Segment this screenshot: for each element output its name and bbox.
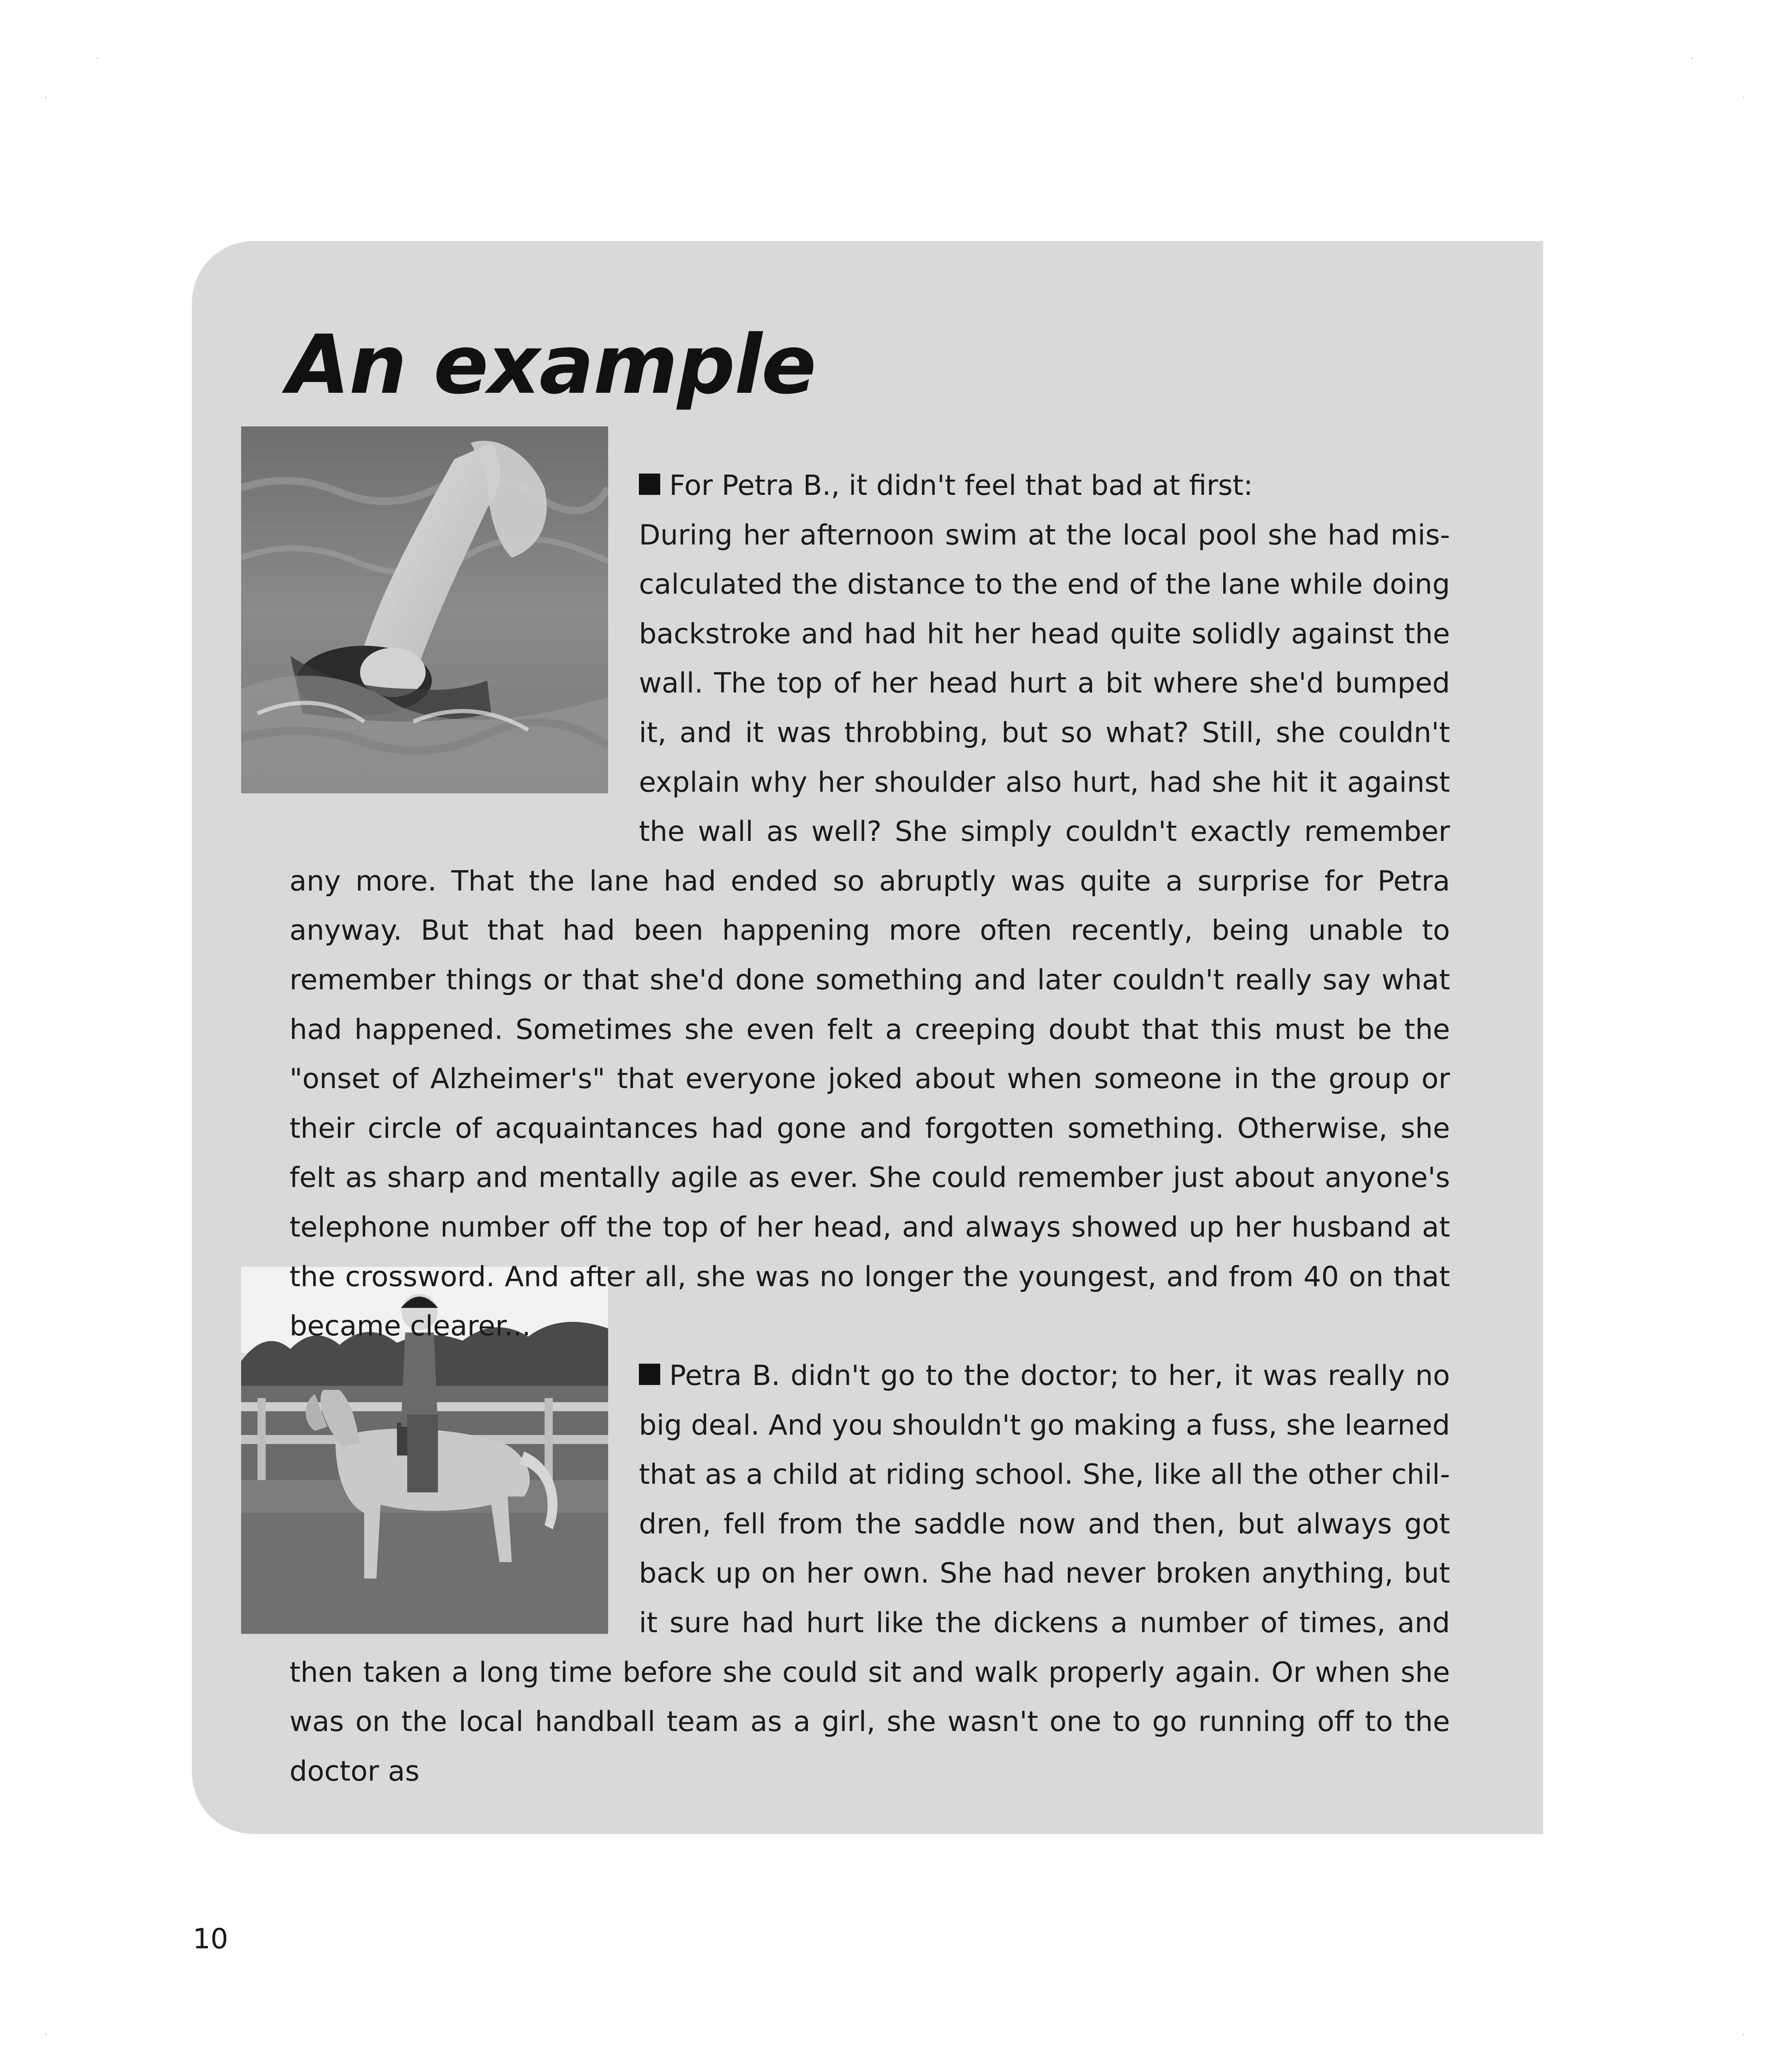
- square-bullet-icon: [639, 474, 660, 495]
- section-title: An example: [287, 317, 816, 412]
- paragraph-2-body: Petra B. didn't go to the doctor; to her, it was really no big deal. And you shouldn't go making a fuss, she learned that as a child at riding school. She, like all the other children, fell from the saddle now and then, but always got back up on her own. She had never broken anything, but it sure had hurt like the dickens a number of times, and then taken a long time before she could sit and walk properly again. Or when she was on the local handball team as a girl, she wasn't one to go running off to the doctor as: [290, 1360, 1450, 1788]
- paragraph-1-lead: For Petra B., it didn't feel that bad at first:: [669, 469, 1253, 502]
- paragraph-2: [290, 1351, 1450, 1796]
- crop-mark: [1743, 97, 1744, 98]
- crop-mark: [97, 57, 98, 59]
- crop-mark: [1691, 57, 1693, 59]
- crop-mark: [45, 97, 47, 98]
- square-bullet-icon: [639, 1364, 660, 1385]
- page-number: 10: [193, 1923, 228, 1955]
- crop-mark: [1743, 2034, 1744, 2035]
- paragraph-1: [290, 461, 1450, 1351]
- crop-mark: [45, 2034, 47, 2035]
- paragraph-1-body: During her afternoon swim at the local pool she had miscalculated the distance to the end of the lane while doing backstroke and had hit her head quite solidly against the wall. The top of her head hurt a bit where she'd bumped it, and it was throbbing, but so what? Still, she couldn't explain why her shoulder also hurt, had she hit it against the wall as well? She simply couldn't exactly remember any more. That the lane had ended so abruptly was quite a surprise for Petra anyway. But that had been happening more often recently, being unable to remember things or that she'd done something and later couldn't really say what had happened. Sometimes she even felt a creeping doubt that this must be the "onset of Alzheimer's" that everyone joked about when someone in the group or their circle of acquaintances had gone and forgotten something. Otherwise, she felt as sharp and mentally agile as ever. She could remember just about anyone's telephone number off the top of her head, and always showed up her husband at the crossword. And after all, she was no longer the youngest, and from 40 on that became clearer...: [290, 519, 1450, 1343]
